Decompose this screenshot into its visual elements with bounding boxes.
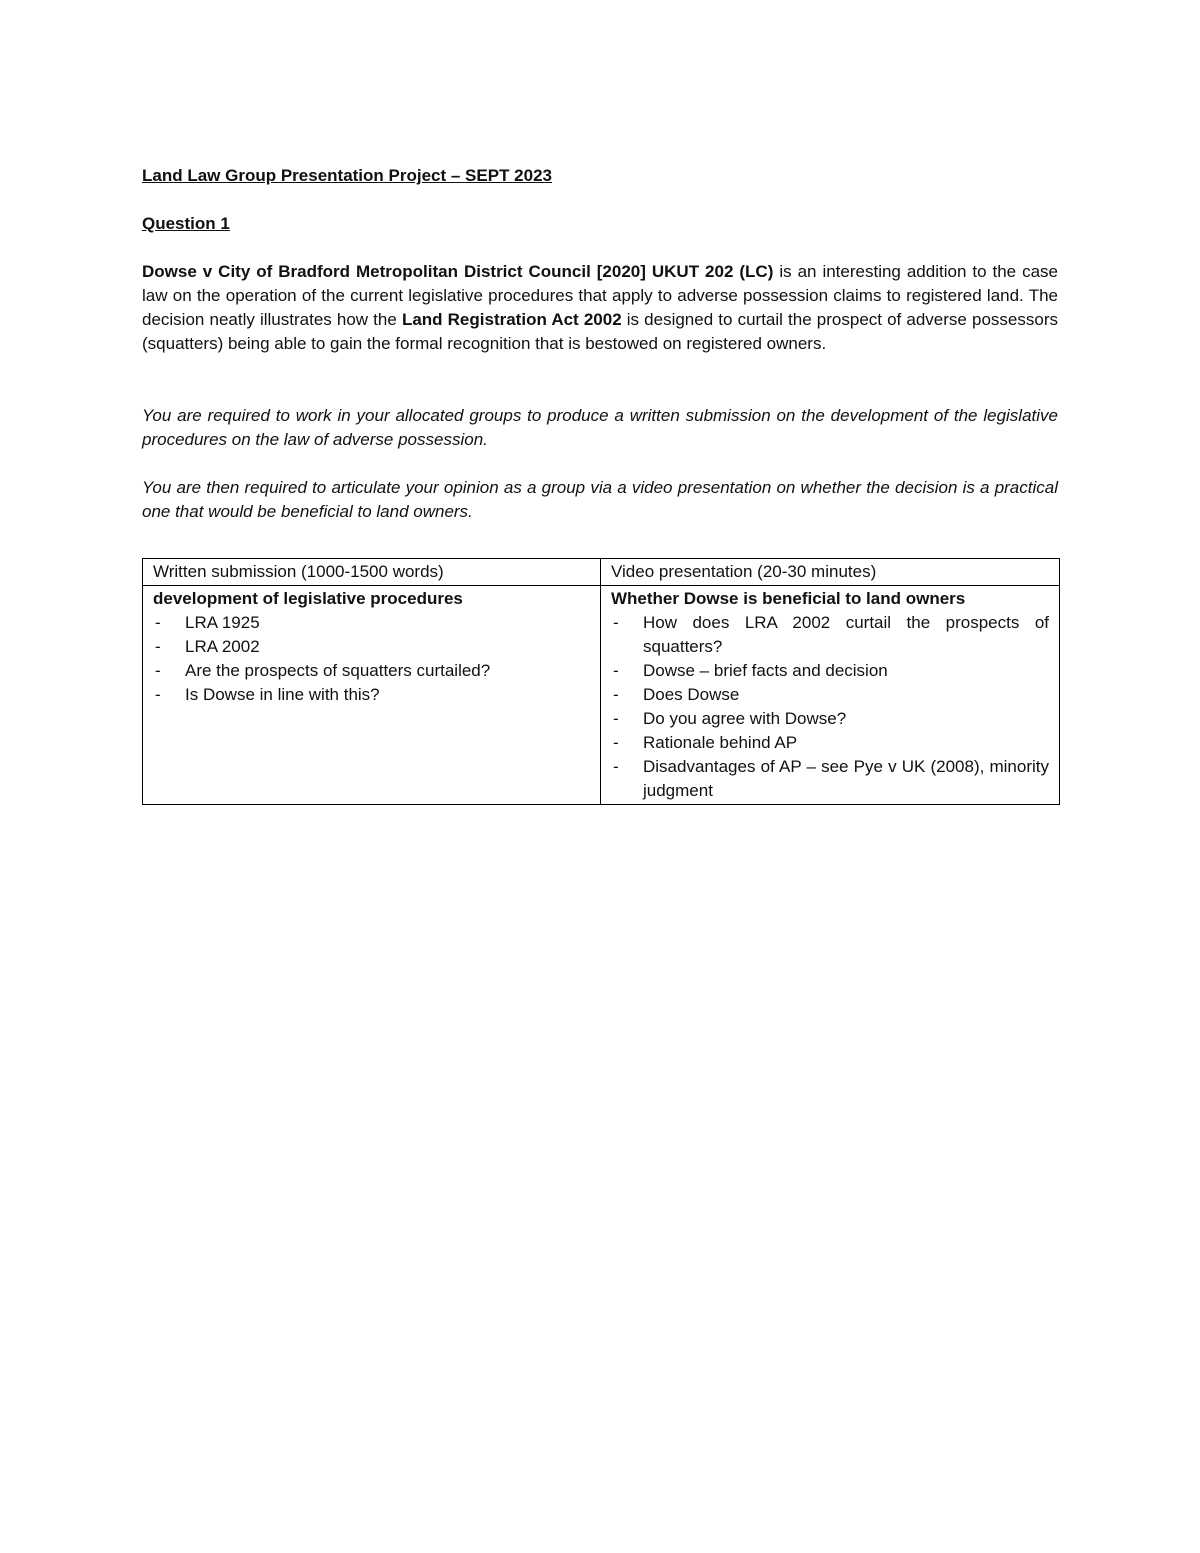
video-task-list <box>611 611 1049 803</box>
header-written-submission: Written submission (1000-1500 words) <box>143 559 601 586</box>
list-item: - LRA 2002 <box>153 635 590 659</box>
task-table <box>142 558 1060 805</box>
list-item: - Disadvantages of AP – see Pye v UK (2008), minority judgment <box>611 755 1049 803</box>
list-item: - Rationale behind AP <box>611 731 1049 755</box>
document-title: Land Law Group Presentation Project – SEPT 2023 <box>142 166 553 185</box>
question-heading: Question 1 <box>142 214 230 233</box>
table-header-row <box>143 559 1060 586</box>
intro-text-part2: is designed to curtail the prospect of adverse possessors (squatters) being able to gain the formal recognition that is bestowed on registered owners. <box>142 310 1058 353</box>
list-item: - How does LRA 2002 curtail the prospects of squatters? <box>611 611 1049 659</box>
video-cell-heading: Whether Dowse is beneficial to land owners <box>611 589 966 608</box>
header-video-presentation: Video presentation (20-30 minutes) <box>601 559 1060 586</box>
act-name: Land Registration Act 2002 <box>401 310 622 329</box>
document-body <box>142 164 1058 805</box>
written-submission-cell <box>143 586 601 805</box>
written-cell-heading: development of legislative procedures <box>153 589 463 608</box>
list-item: - Do you agree with Dowse? <box>611 707 1049 731</box>
intro-paragraph <box>142 260 1058 356</box>
list-item: - Are the prospects of squatters curtailed? <box>153 659 590 683</box>
list-item: - LRA 1925 <box>153 611 590 635</box>
instruction-written-submission: You are required to work in your allocated groups to produce a written submission on the development of the legislative procedures on the law of adverse possession. <box>142 406 1058 449</box>
written-task-list <box>153 611 590 707</box>
instruction-video-presentation: You are then required to articulate your opinion as a group via a video presentation on whether the decision is a practical one that would be beneficial to land owners. <box>142 478 1058 521</box>
case-citation: Dowse v City of Bradford Metropolitan District Council [2020] UKUT 202 (LC) <box>142 262 774 281</box>
list-item: - Does Dowse <box>611 683 1049 707</box>
video-presentation-cell <box>601 586 1060 805</box>
table-row <box>143 586 1060 805</box>
list-item: - Is Dowse in line with this? <box>153 683 590 707</box>
list-item: - Dowse – brief facts and decision <box>611 659 1049 683</box>
intro-text-part1: is an interesting addition to the case law on the operation of the current legislative procedures that apply to adverse possession claims to registered land. The decision neatly illustrates how the <box>142 262 1058 329</box>
